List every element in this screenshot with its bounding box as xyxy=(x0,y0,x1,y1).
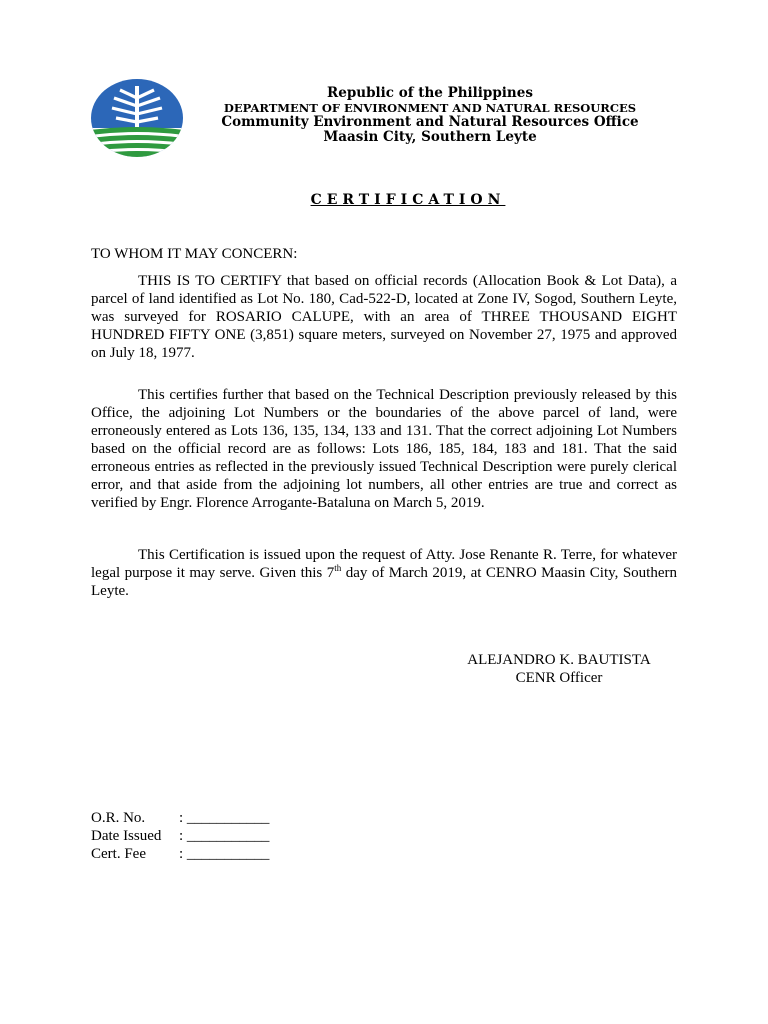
field-value: : ___________ xyxy=(179,810,270,826)
paragraph-certify: THIS IS TO CERTIFY that based on official records (Allocation Book & Lot Data), a parcel of land identified as Lot No. 180, Cad-522-D, located at Zone IV, Sogod, Southern Leyte, was surveyed for ROSARIO CALUPE, with an area of THREE THOUSAND EIGHT HUNDRED FIFTY ONE (3,851) square meters, surveyed on November 27, 1975 and approved on July 18, 1977. xyxy=(91,273,677,361)
payment-fields xyxy=(91,809,269,863)
issuance-text-end: day of March 2019, at CENRO Maasin City, Southern Leyte. xyxy=(91,565,678,599)
field-row-or-no xyxy=(91,809,269,827)
field-row-cert-fee xyxy=(91,845,269,863)
letterhead-department: DEPARTMENT OF ENVIRONMENT AND NATURAL RESOURCES xyxy=(223,101,637,115)
letterhead-country: Republic of the Philippines xyxy=(327,85,533,101)
field-value: : ___________ xyxy=(179,828,270,844)
field-label: Cert. Fee xyxy=(91,846,146,862)
signatory-block xyxy=(450,651,668,687)
letterhead-office: Community Environment and Natural Resources Office xyxy=(221,114,639,130)
document-title: CERTIFICATION xyxy=(310,192,506,208)
field-label: O.R. No. xyxy=(91,810,146,826)
field-value: : ___________ xyxy=(179,846,270,862)
paragraph-issuance xyxy=(91,546,677,600)
issuance-text-start: This Certification is issued upon the request of Atty. Jose Renante R. Terre, for whatever legal purpose it may serve. Given this 7 xyxy=(91,547,677,581)
letterhead xyxy=(190,86,670,145)
field-label: Date Issued xyxy=(91,828,162,844)
signatory-name: ALEJANDRO K. BAUTISTA xyxy=(467,652,651,668)
field-row-date-issued xyxy=(91,827,269,845)
ordinal-suffix: th xyxy=(334,563,342,573)
paragraph-further-certify: This certifies further that based on the Technical Description previously released by this Office, the adjoining Lot Numbers or the boundaries of the above parcel of land, were erroneously entered as Lots 136, 135, 134, 133 and 131. That the correct adjoining Lot Numbers based on the official record are as follows: Lots 186, 185, 184, 183 and 181. That the said erroneous entries as reflected in the previously issued Technical Description were purely clerical error, and that aside from the adjoining lot numbers, all other entries are true and correct as verified by Engr. Florence Arrogante-Bataluna on March 5, 2019. xyxy=(91,387,677,511)
signatory-position: CENR Officer xyxy=(515,670,603,686)
letterhead-location: Maasin City, Southern Leyte xyxy=(323,129,537,145)
salutation: TO WHOM IT MAY CONCERN: xyxy=(91,246,298,262)
denr-logo xyxy=(90,78,184,158)
